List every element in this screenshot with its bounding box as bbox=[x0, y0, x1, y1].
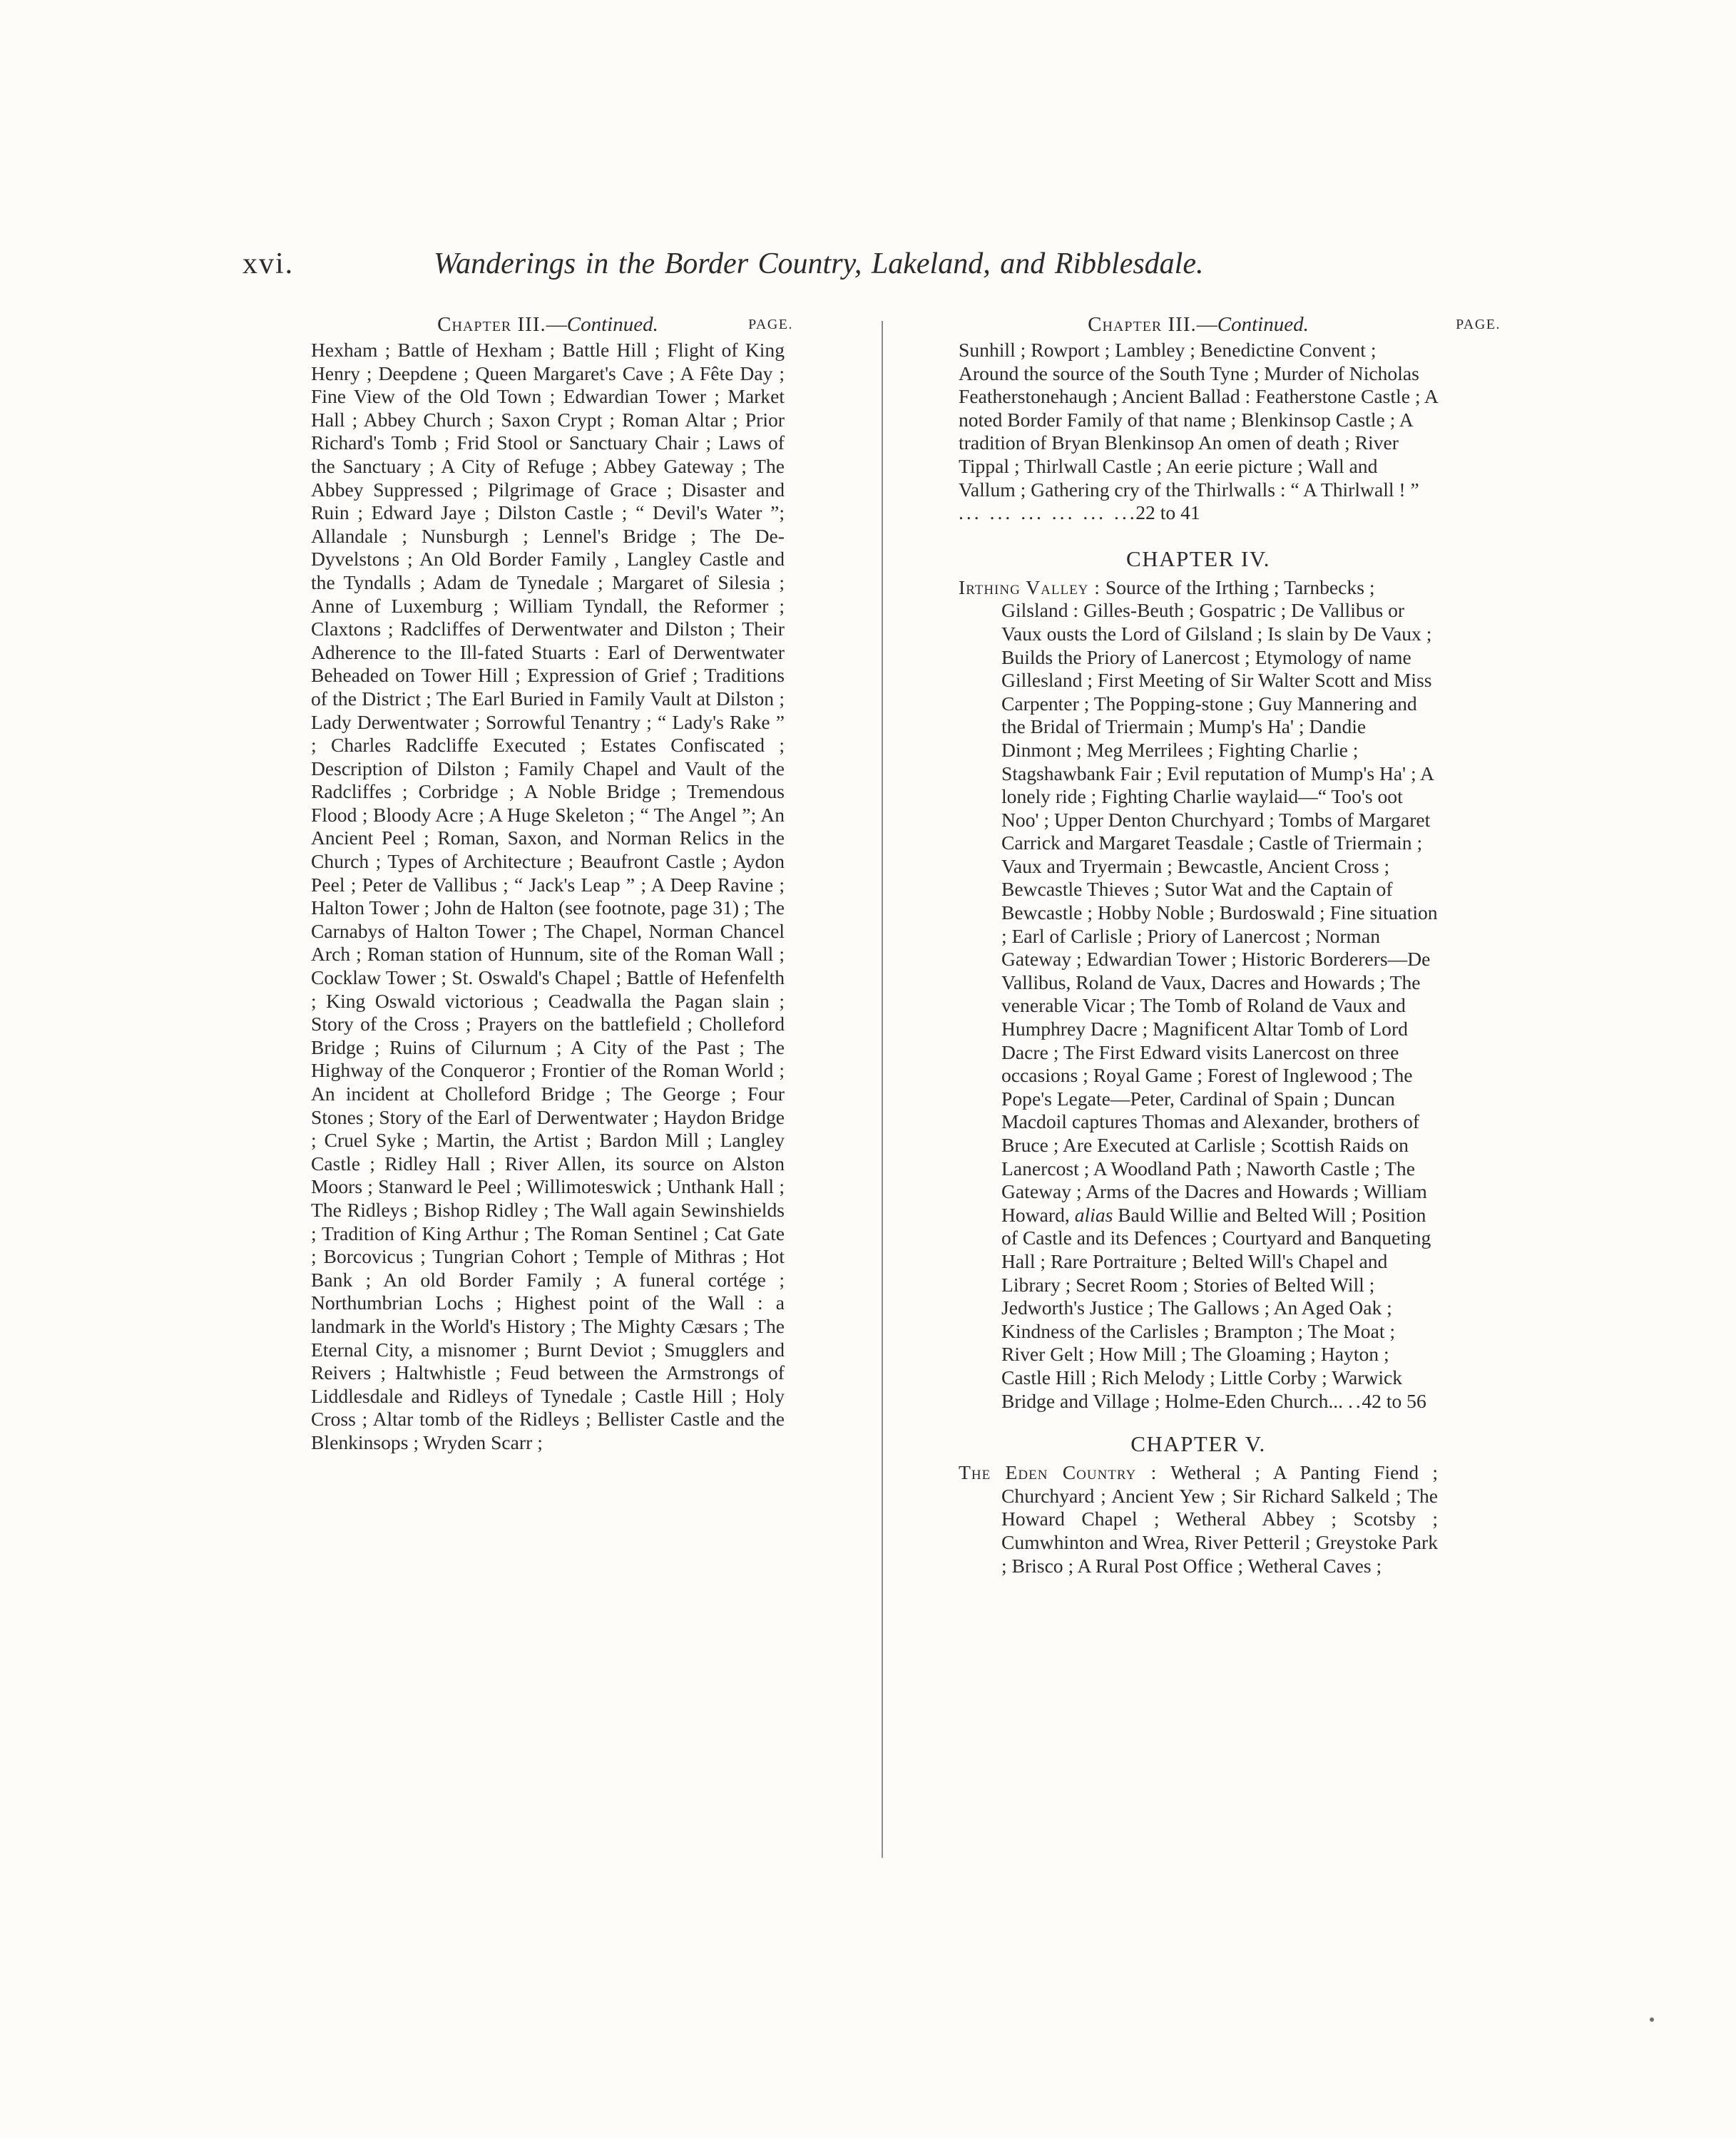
running-head bbox=[242, 239, 1498, 289]
page-number: xvi. bbox=[242, 247, 295, 280]
chapter-3-continued-heading: Chapter III.—Continued. PAGE. bbox=[311, 310, 785, 339]
chapter-3-page-range: 22 to 41 bbox=[1135, 501, 1200, 524]
chapter-4-lead: Irthing Valley : bbox=[959, 576, 1101, 598]
book-title: Wanderings in the Border Country, Lakeland, and Ribblesdale. bbox=[434, 247, 1204, 280]
column-divider bbox=[882, 321, 883, 1858]
chapter-3-contents-text: Hexham ; Battle of Hexham ; Battle Hill ; Flight of King Henry ; Deepdene ; Queen Margaret's Cave ; A Fête Day ; Fine View of the Old Town ; Edwardian Tower ; Market Hall ; Abbey Church ; Saxon Crypt ; Roman Altar ; Prior Richard's Tomb ; Frid Stool or Sanctuary Chair ; Laws of the Sanctuary ; A City of Refuge ; Abbey Gateway ; The Abbey Suppressed ; Pilgrimage of Grace ; Disaster and Ruin ; Edward Jaye ; Dilston Castle ; “ Devil's Water ”; Allandale ; Nunsburgh ; Lennel's Bridge ; The De-Dyvelstons ; An Old Border Family , Langley Castle and the Tyndalls ; Adam de Tynedale ; Margaret of Silesia ; Anne of Luxemburg ; William Tyndall, the Reformer ; Claxtons ; Radcliffes of Derwentwater and Dilston ; Their Adherence to the Ill-fated Stuarts : Earl of Derwentwater Beheaded on Tower Hill ; Expression of Grief ; Traditions of the District ; The Earl Buried in Family Vault at Dilston ; Lady Derwentwater ; Sorrowful Tenantry ; “ Lady's Rake ” ; Charles Radcliffe Executed ; Estates Confiscated ; Description of Dilston ; Family Chapel and Vault of the Radcliffes ; Corbridge ; A Noble Bridge ; Tremendous Flood ; Bloody Acre ; A Huge Skeleton ; “ The Angel ”; An Ancient Peel ; Roman, Saxon, and Norman Relics in the Church ; Types of Architecture ; Beaufront Castle ; Aydon Peel ; Peter de Vallibus ; “ Jack's Leap ” ; A Deep Ravine ; Halton Tower ; John de Halton (see footnote, page 31) ; The Carnabys of Halton Tower ; The Chapel, Norman Chancel Arch ; Roman station of Hunnum, site of the Roman Wall ; Cocklaw Tower ; St. Oswald's Chapel ; Battle of Hefenfelth ; King Oswald victorious ; Ceadwalla the Pagan slain ; Story of the Cross ; Prayers on the battlefield ; Cholleford Bridge ; Ruins of Cilurnum ; A City of the Past ; The Highway of the Conqueror ; Frontier of the Roman World ; An incident at Cholleford Bridge ; The George ; Four Stones ; Story of the Earl of Derwentwater ; Haydon Bridge ; Cruel Syke ; Martin, the Artist ; Bardon Mill ; Langley Castle ; Ridley Hall ; River Allen, its source on Alston Moors ; Stanward le Peel ; Willimoteswick ; Unthank Hall ; The Ridleys ; Bishop Ridley ; The Wall again Sewinshields ; Tradition of King Arthur ; The Roman Sentinel ; Cat Gate ; Borcovicus ; Tungrian Cohort ; Temple of Mithras ; Hot Bank ; An old Border Family ; A funeral cortége ; Northumbrian Lochs ; Highest point of the Wall : a landmark in the World's History ; The Mighty Cæsars ; The Eternal City, a misnomer ; Burnt Deviot ; Smugglers and Reivers ; Haltwhistle ; Feud between the Armstrongs of Liddlesdale and Ridleys of Tynedale ; Castle Hill ; Holy Cross ; Altar tomb of the Ridleys ; Bellister Castle and the Blenkinsops ; Wryden Scarr ; bbox=[311, 339, 785, 1453]
chapter-heading-label: Chapter III. bbox=[1088, 313, 1197, 336]
chapter-5-text: Wetheral ; A Panting Fiend ; Churchyard ; Ancient Yew ; Sir Richard Salkeld ; The Howard Chapel ; Wetheral Abbey ; Scotsby ; Cumwhinton and Wrea, River Petteril ; Greystoke Park ; Brisco ; A Rural Post Office ; Wetheral Caves ; bbox=[1001, 1461, 1438, 1577]
chapter-5-title: CHAPTER V. bbox=[1130, 1431, 1266, 1457]
chapter-5-contents-text bbox=[959, 1461, 1438, 1577]
chapter-4-text-continued: Bauld Willie and Belted Will ; Position of Castle and its Defences ; Courtyard and Banqueting Hall ; Rare Portraiture ; Belted Will's Chapel and Library ; Secret Room ; Stories of Belted Will ; Jedworth's Justice ; The Gallows ; An Aged Oak ; Kindness of the Carlisles ; Brampton ; The Moat ; River Gelt ; How Mill ; The Gloaming ; Hayton ; Castle Hill ; Rich Melody ; Little Corby ; Warwick Bridge and Village ; Holme-Eden Church... bbox=[1001, 1203, 1431, 1412]
leader-dots: .. bbox=[1347, 1389, 1364, 1412]
continued-label: Continued. bbox=[1217, 313, 1309, 336]
chapter-3-continued-heading-right: Chapter III.—Continued. PAGE. bbox=[959, 310, 1438, 339]
left-column bbox=[311, 310, 793, 1455]
chapter-4-contents-text bbox=[959, 576, 1438, 1413]
chapter-4-text: Source of the Irthing ; Tarnbecks ; Gilsland : Gilles-Beuth ; Gospatric ; De Vallibus or Vaux ousts the Lord of Gilsland ; Is slain by De Vaux ; Builds the Priory of Lanercost ; Etymology of name Gillesland ; First Meeting of Sir Walter Scott and Miss Carpenter ; The Popping-stone ; Guy Mannering and the Bridal of Triermain ; Mump's Ha' ; Dandie Dinmont ; Meg Merrilees ; Fighting Charlie ; Stagshawbank Fair ; Evil reputation of Mump's Ha' ; A lonely ride ; Fighting Charlie waylaid—“ Too's oot Noo' ; Upper Denton Churchyard ; Tombs of Margaret Carrick and Margaret Teasdale ; Castle of Triermain ; Vaux and Tryermain ; Bewcastle, Ancient Cross ; Bewcastle Thieves ; Sutor Wat and the Captain of Bewcastle ; Hobby Noble ; Burdoswald ; Fine situation ; Earl of Carlisle ; Priory of Lanercost ; Norman Gateway ; Edwardian Tower ; Historic Borderers—De Vallibus, Roland de Vaux, Dacres and Howards ; The venerable Vicar ; The Tomb of Roland de Vaux and Humphrey Dacre ; Magnificent Altar Tomb of Lord Dacre ; The First Edward visits Lanercost on three occasions ; Royal Game ; Forest of Inglewood ; The Pope's Legate—Peter, Cardinal of Spain ; Duncan Macdoil captures Thomas and Alexander, brothers of Bruce ; Are Executed at Carlisle ; Scottish Raids on Lanercost ; A Woodland Path ; Naworth Castle ; The Gateway ; Arms of the Dacres and Howards ; William Howard, bbox=[1001, 576, 1438, 1226]
chapter-3-text: Sunhill ; Rowport ; Lambley ; Benedictine Convent ; Around the source of the South Tyne ; Murder of Nicholas Featherstonehaugh ; Ancient Ballad : Featherstone Castle ; A noted Border Family of that name ; Blenkinsop Castle ; A tradition of Bryan Blenkinsop An omen of death ; River Tippal ; Thirlwall Castle ; An eerie picture ; Wall and Vallum ; Gathering cry of the Thirlwalls : “ A Thirlwall ! ” bbox=[959, 339, 1438, 501]
chapter-heading-label: Chapter III. bbox=[437, 313, 546, 336]
chapter-3-contents-text-continued bbox=[959, 339, 1438, 525]
alias-italic: alias bbox=[1074, 1203, 1113, 1226]
page-column-label: PAGE. bbox=[1456, 317, 1501, 332]
paper-speck bbox=[1650, 2017, 1654, 2022]
chapter-4-title: CHAPTER IV. bbox=[1126, 546, 1270, 571]
chapter-4-page-range: 42 to 56 bbox=[1362, 1389, 1426, 1412]
right-column bbox=[959, 310, 1501, 1577]
leader-dots: ... ... ... ... ... ... bbox=[959, 501, 1138, 524]
continued-label: Continued. bbox=[566, 313, 658, 336]
page-column-label: PAGE. bbox=[748, 317, 793, 332]
chapter-5-lead: The Eden Country : bbox=[959, 1461, 1158, 1484]
